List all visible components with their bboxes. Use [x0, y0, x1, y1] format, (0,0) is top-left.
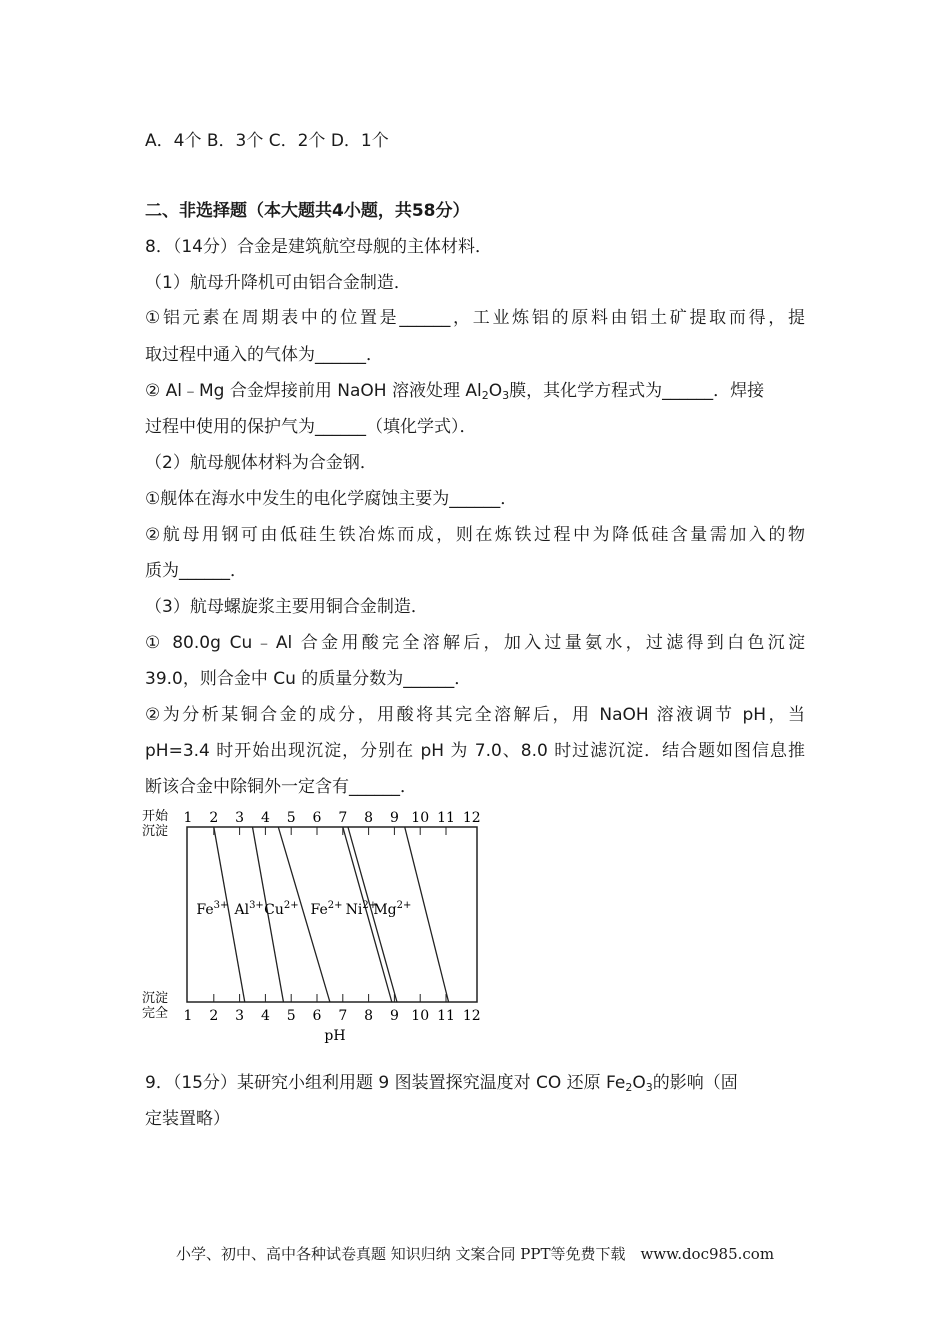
q8-part2-b-line1: ②航母用钢可由低硅生铁冶炼而成，则在炼铁过程中为降低硅含量需加入的物	[145, 525, 805, 545]
q9-line2: 定装置略）	[145, 1109, 230, 1129]
bottom-tick-label: 2	[209, 1008, 219, 1024]
top-tick-label: 1	[183, 810, 193, 826]
q8-part1-b-line2: 过程中使用的保护气为______（填化学式）．	[145, 417, 477, 437]
page-footer: 小学、初中、高中各种试卷真题 知识归纳 文案合同 PPT等免费下载 www.doc985.com	[175, 1245, 775, 1263]
precipitation-ph-chart	[140, 802, 490, 1047]
top-tick-label: 12	[462, 810, 481, 826]
top-tick-label: 10	[411, 810, 430, 826]
bottom-tick-label: 11	[437, 1008, 455, 1024]
q8-part1-b-sub2: 3	[502, 389, 510, 402]
bottom-tick-label: 12	[462, 1008, 481, 1024]
bottom-tick-label: 3	[235, 1008, 245, 1024]
q8-part2-b-line2: 质为______．	[145, 561, 247, 581]
q8-part1-b-post: 膜，其化学方程式为______．焊接	[509, 381, 765, 401]
bottom-tick-label: 6	[312, 1008, 322, 1024]
top-tick-labels	[184, 810, 481, 835]
ion-label-ni-2plus: $Ni^{2+}$	[345, 900, 378, 918]
q8-part1-b-mid: O	[488, 381, 503, 401]
q8-part3-a-line1: ① 80.0g Cu﹣Al 合金用酸完全溶解后，加入过量氨水，过滤得到白色沉淀	[145, 633, 805, 653]
q9-pre: 9．（15分）某研究小组利用题 9 图装置探究温度对 CO 还原 Fe	[145, 1073, 626, 1093]
top-tick-label: 8	[364, 810, 374, 826]
axis-title: pH	[324, 1028, 346, 1044]
ion-label-mg-2plus: $Mg^{2+}$	[373, 900, 412, 918]
top-tick-label: 2	[209, 810, 219, 826]
q8-part1-title: （1）航母升降机可由铝合金制造．	[145, 273, 411, 293]
top-tick-label: 4	[260, 810, 270, 826]
q8-part1-a-line2: 取过程中通入的气体为______．	[145, 345, 383, 365]
bottom-tick-label: 9	[389, 1008, 399, 1024]
bottom-tick-label: 8	[364, 1008, 374, 1024]
q8-part3-title: （3）航母螺旋浆主要用铜合金制造．	[145, 597, 428, 617]
bottom-label-line1: 沉淀	[142, 991, 169, 1006]
section-title: 二、非选择题（本大题共4小题，共58分）	[145, 201, 470, 221]
top-tick-label: 3	[235, 810, 245, 826]
q8-part3-b-line1: ②为分析某铜合金的成分，用酸将其完全溶解后，用 NaOH 溶液调节 pH，当	[145, 705, 805, 725]
ion-label-al-3plus: $Al^{3+}$	[234, 900, 264, 918]
q8-part3-b-line3: 断该合金中除铜外一定含有______．	[145, 777, 417, 797]
top-label-line1: 开始	[142, 809, 169, 824]
ion-label-cu-2plus: $Cu^{2+}$	[264, 900, 299, 918]
ion-label-fe-2plus: $Fe^{2+}$	[310, 900, 343, 918]
bottom-tick-labels	[184, 994, 481, 1024]
q8-part1-b-pre: ② Al﹣Mg 合金焊接前用 NaOH 溶液处理 Al	[145, 381, 482, 401]
top-tick-label: 5	[286, 810, 296, 826]
q8-part3-b-line2: pH=3.4 时开始出现沉淀，分别在 pH 为 7.0、8.0 时过滤沉淀．结合题如图信息推	[145, 741, 805, 761]
bottom-tick-label: 7	[338, 1008, 348, 1024]
q7-options: A．4个 B．3个 C．2个 D．1个	[145, 131, 389, 151]
top-tick-label: 7	[338, 810, 348, 826]
top-tick-label: 6	[312, 810, 322, 826]
top-tick-label: 9	[389, 810, 399, 826]
top-label-line2: 沉淀	[142, 824, 169, 839]
q9-sub2: 3	[645, 1081, 653, 1094]
q8-stem: 8．（14分）合金是建筑航空母舰的主体材料．	[145, 237, 492, 257]
q9-sub1: 2	[625, 1081, 633, 1094]
q8-part3-a-line2: 39.0，则合金中 Cu 的质量分数为______．	[145, 669, 472, 689]
bottom-tick-label: 10	[411, 1008, 430, 1024]
bottom-tick-label: 4	[260, 1008, 270, 1024]
bottom-tick-label: 1	[183, 1008, 193, 1024]
q8-part2-title: （2）航母舰体材料为合金钢．	[145, 453, 377, 473]
bottom-label-line2: 完全	[142, 1006, 169, 1021]
q9-mid: O	[632, 1073, 646, 1093]
q8-part2-a: ①舰体在海水中发生的电化学腐蚀主要为______．	[145, 489, 518, 509]
top-tick-label: 11	[437, 810, 455, 826]
q8-part1-a-line1: ①铝元素在周期表中的位置是______，工业炼铝的原料由铝土矿提取而得，提	[145, 308, 805, 328]
q8-part1-b-line1	[145, 376, 764, 402]
q9-line1	[145, 1068, 738, 1094]
q8-part1-b-sub1: 2	[481, 389, 489, 402]
bottom-tick-label: 5	[286, 1008, 296, 1024]
ion-boundary-line-mg	[405, 827, 449, 1002]
q9-post: 的影响（固	[652, 1073, 738, 1093]
chart-frame	[187, 827, 477, 1002]
ion-label-fe-3plus: $Fe^{3+}$	[196, 900, 229, 918]
